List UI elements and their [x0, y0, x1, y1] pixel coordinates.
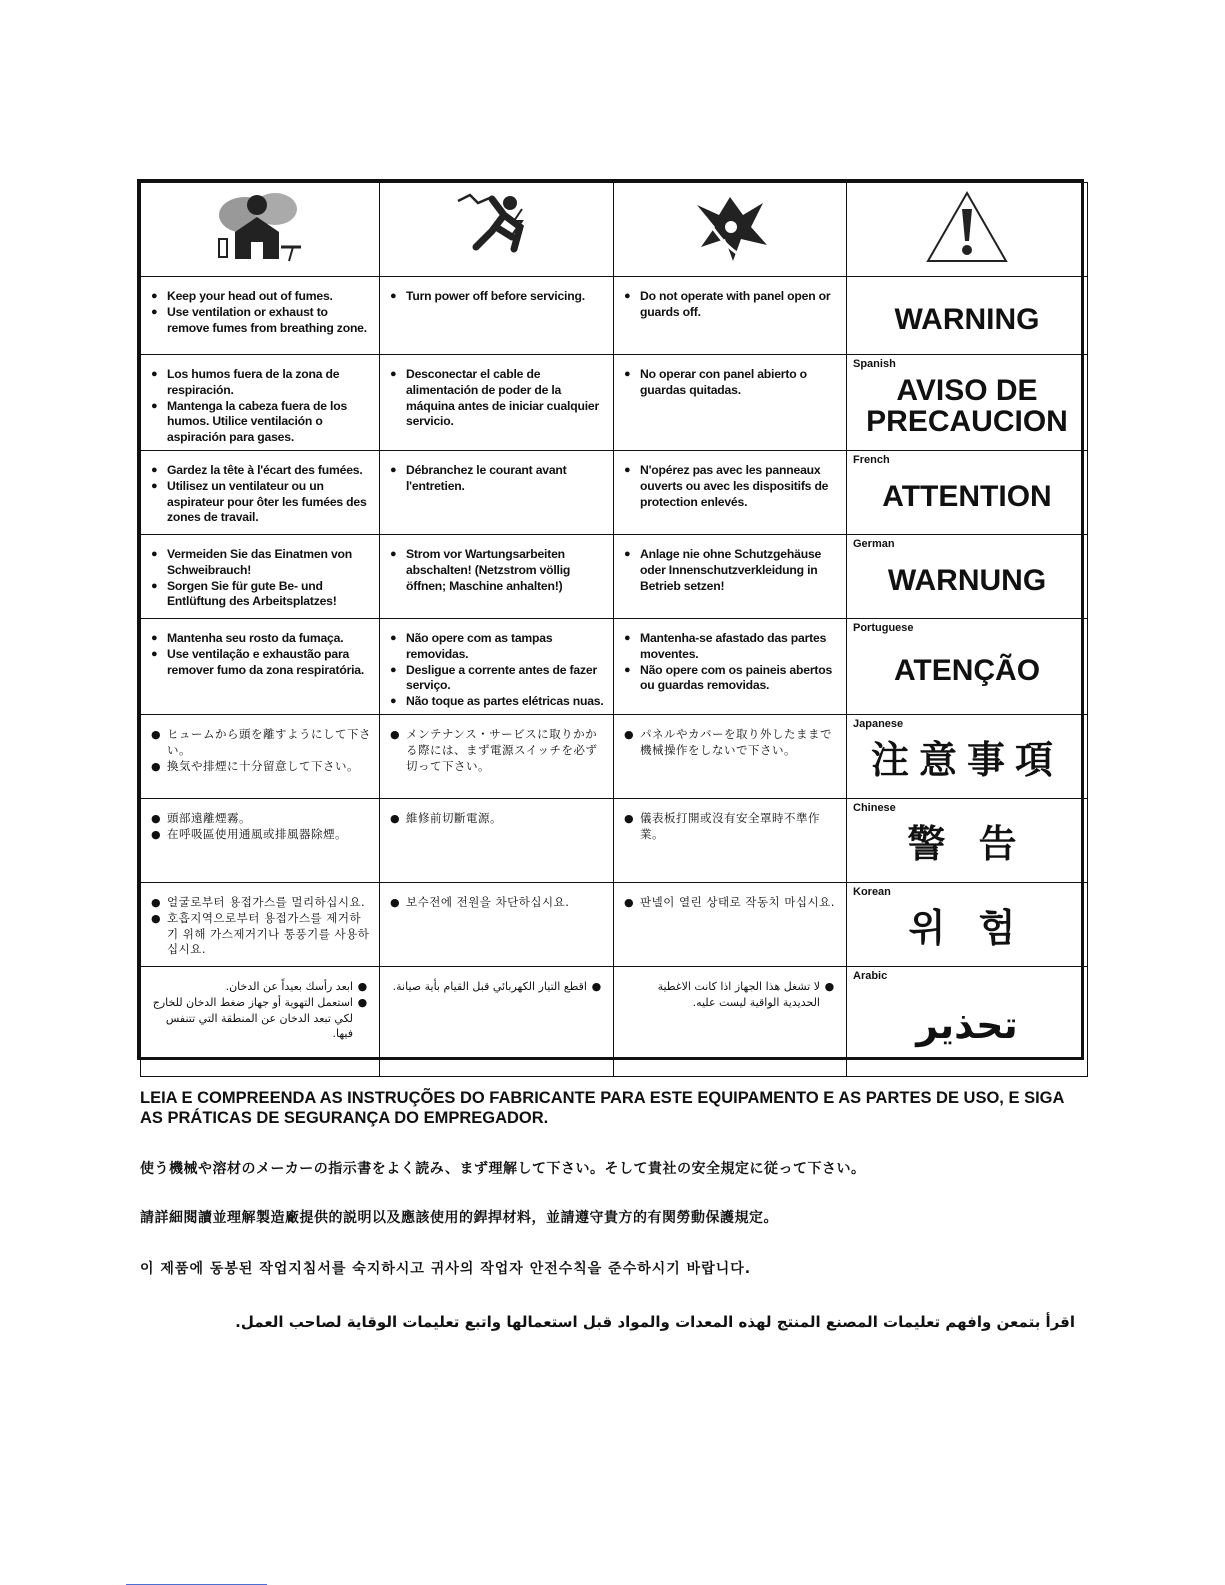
signal-word: WARNUNG — [887, 563, 1047, 597]
language-label: Chinese — [853, 801, 896, 814]
signal-word: 警 告 — [907, 821, 1027, 866]
table-row — [141, 882, 1088, 966]
instruction-list — [614, 967, 846, 1015]
signal-word: ATENÇÃO — [893, 653, 1041, 687]
instruction-list — [380, 535, 613, 598]
instruction-item: ● Gardez la tête à l'écart des fumées. — [151, 463, 371, 479]
instruction-list — [614, 799, 846, 847]
instruction-item: ● Los humos fuera de la zona de respiración. — [151, 367, 371, 399]
instruction-item: ● Anlage nie ohne Schutzgehäuse oder Innenschutzverkleidung in Betrieb setzen! — [624, 547, 838, 594]
instruction-item: ● パネルやカバーを取り外したままで機械操作をしないで下さい。 — [624, 727, 838, 759]
instruction-item: ● Use ventilação e exhaustão para remover fumo da zona respiratória. — [151, 647, 371, 679]
instruction-list — [614, 355, 846, 403]
language-label: German — [853, 537, 895, 550]
instruction-item: ● Utilisez un ventilateur ou un aspirateur pour ôter les fumées des zones de travail. — [151, 479, 371, 526]
instruction-item: ● Use ventilation or exhaust to remove fumes from breathing zone. — [151, 305, 371, 337]
table-row — [141, 618, 1088, 714]
instruction-list — [141, 799, 379, 847]
instruction-item: ● 在呼吸區使用通風或排風器除煙。 — [151, 827, 371, 843]
instruction-item: ● Do not operate with panel open or guards off. — [624, 289, 838, 321]
moving-parts-icon — [685, 187, 775, 267]
table-row — [141, 355, 1088, 451]
instruction-list — [380, 355, 613, 434]
warning-label-table — [137, 179, 1084, 1060]
footer-chinese: 請詳細閱讀並理解製造廠提供的説明以及應該使用的銲捍材料，並請遵守貴方的有関勞動保護規定。 — [140, 1210, 778, 1226]
instruction-item: ● Desligue a corrente antes de fazer serviço. — [390, 663, 605, 695]
instruction-item: ● Desconectar el cable de alimentación de poder de la máquina antes de iniciar cualquier servicio. — [390, 367, 605, 430]
table-row — [141, 450, 1088, 534]
instruction-item: ● 換気や排煙に十分留意して下さい。 — [151, 759, 371, 775]
fumes-hazard-icon — [205, 187, 315, 267]
signal-word: AVISO DE PRECAUCION — [866, 374, 1068, 439]
footer-portuguese: LEIA E COMPREENDA AS INSTRUÇÕES DO FABRICANTE PARA ESTE EQUIPAMENTO E AS PARTES DE USO, E SIGA AS PRÁTICAS DE SEGURANÇA DO EMPREGADOR. — [140, 1089, 1064, 1127]
electric-shock-icon — [452, 187, 542, 267]
instruction-list — [141, 277, 379, 340]
table-row — [141, 798, 1088, 882]
instruction-item: ● 維修前切斷電源。 — [390, 811, 605, 827]
instruction-list — [380, 799, 613, 831]
signal-word: 위 험 — [908, 905, 1026, 950]
instruction-list — [614, 715, 846, 763]
instruction-item: ● N'opérez pas avec les panneaux ouverts ou avec les dispositifs de protection enlevés. — [624, 463, 838, 510]
instruction-list — [614, 535, 846, 598]
table-row — [141, 534, 1088, 618]
instruction-list — [380, 277, 613, 309]
instruction-list — [614, 277, 846, 325]
language-label: Japanese — [853, 717, 904, 730]
table-row — [141, 966, 1088, 1076]
instruction-list — [380, 967, 613, 999]
instruction-list — [141, 883, 379, 962]
instruction-item: ● 판넬이 열린 상태로 작동치 마십시요. — [624, 895, 838, 911]
signal-word: ATTENTION — [882, 479, 1052, 513]
signal-word: WARNING — [894, 303, 1040, 336]
instruction-list — [380, 451, 613, 499]
instruction-item: ● Sorgen Sie für gute Be- und Entlüftung des Arbeitsplatzes! — [151, 579, 371, 611]
instruction-item: ● Não opere com os paineis abertos ou guardas removidas. — [624, 663, 838, 695]
instruction-item: ● Vermeiden Sie das Einatmen von Schweibrauch! — [151, 547, 371, 579]
instruction-item: ● Não opere com as tampas removidas. — [390, 631, 605, 663]
instruction-list — [614, 619, 846, 698]
instruction-item: ● Keep your head out of fumes. — [151, 289, 371, 305]
instruction-list — [380, 715, 613, 778]
instruction-list — [614, 451, 846, 514]
instruction-list — [141, 355, 379, 450]
instruction-list — [141, 535, 379, 614]
instruction-item: ● لا تشغل هذا الجهاز اذا كانت الاغطية الحديدية الواقية ليست عليه. — [622, 979, 834, 1011]
instruction-item: ● Mantenha-se afastado das partes moventes. — [624, 631, 838, 663]
instruction-list — [614, 883, 846, 915]
instruction-item: ● 보수전에 전원을 차단하십시요. — [390, 895, 605, 911]
instruction-item: ● استعمل التهوية أو جهاز ضغط الدخان للخارج لكي تبعد الدخان عن المنطقة التي تتنفس فيها. — [149, 995, 367, 1042]
instruction-item: ● メンテナンス・サービスに取りかかる際には、まず電源スイッチを必ず切って下さい。 — [390, 727, 605, 774]
instruction-item: ● 얼굴로부터 용접가스를 멀리하십시요. — [151, 895, 371, 911]
warning-triangle-icon — [922, 187, 1012, 267]
instruction-list — [141, 619, 379, 682]
instruction-item: ● Não toque as partes elétricas nuas. — [390, 694, 605, 710]
instruction-item: ● Strom vor Wartungsarbeiten abschalten! (Netzstrom völlig öffnen; Maschine anhalten!) — [390, 547, 605, 594]
table-row — [141, 277, 1088, 355]
instruction-item: ● 儀表板打開或沒有安全罩時不準作業。 — [624, 811, 838, 843]
instruction-item: ● Mantenga la cabeza fuera de los humos. Utilice ventilación o aspiración para gases. — [151, 399, 371, 446]
icon-row — [141, 183, 1088, 277]
instruction-item: ● Turn power off before servicing. — [390, 289, 605, 305]
instruction-item: ● ابعد رأسك بعيداً عن الدخان. — [149, 979, 367, 995]
instruction-item: ● ヒュームから頭を離すようにして下さい。 — [151, 727, 371, 759]
table-row — [141, 714, 1088, 798]
instruction-item: ● اقطع التيار الكهربائي قبل القيام بأية صيانة. — [388, 979, 601, 995]
footer-arabic: اقرأ بتمعن وافهم تعليمات المصنع المنتج لهذه المعدات والمواد قبل استعمالها واتبع تعليمات الوقاية لصاحب العمل. — [235, 1313, 1075, 1331]
language-label: French — [853, 453, 890, 466]
instruction-item: ● 頭部遠離煙霧。 — [151, 811, 371, 827]
footer-korean: 이 제품에 동봉된 작업지침서를 숙지하시고 귀사의 작업자 안전수칙을 준수하시기 바랍니다. — [140, 1261, 752, 1277]
language-label: Spanish — [853, 358, 896, 370]
instruction-list — [141, 715, 379, 778]
instruction-item: ● Débranchez le courant avant l'entretien. — [390, 463, 605, 495]
language-label: Portuguese — [853, 621, 914, 634]
instruction-list — [380, 883, 613, 915]
signal-word: تحذير — [916, 1002, 1018, 1047]
instruction-list — [141, 967, 379, 1046]
footer-japanese: 使う機械や溶材のメーカーの指示書をよく読み、まず理解して下さい。そして貴社の安全規定に従って下さい。 — [140, 1161, 866, 1177]
instruction-list — [380, 619, 613, 714]
instruction-item: ● 호흡지역으로부터 용접가스를 제거하기 위해 가스제거기나 통풍기를 사용하십시요. — [151, 911, 371, 958]
instruction-list — [141, 451, 379, 530]
signal-word: 注意事項 — [870, 737, 1063, 782]
language-label: Korean — [853, 885, 891, 898]
instruction-item: ● Mantenha seu rosto da fumaça. — [151, 631, 371, 647]
language-label: Arabic — [853, 969, 888, 982]
instruction-item: ● No operar con panel abierto o guardas quitadas. — [624, 367, 838, 399]
